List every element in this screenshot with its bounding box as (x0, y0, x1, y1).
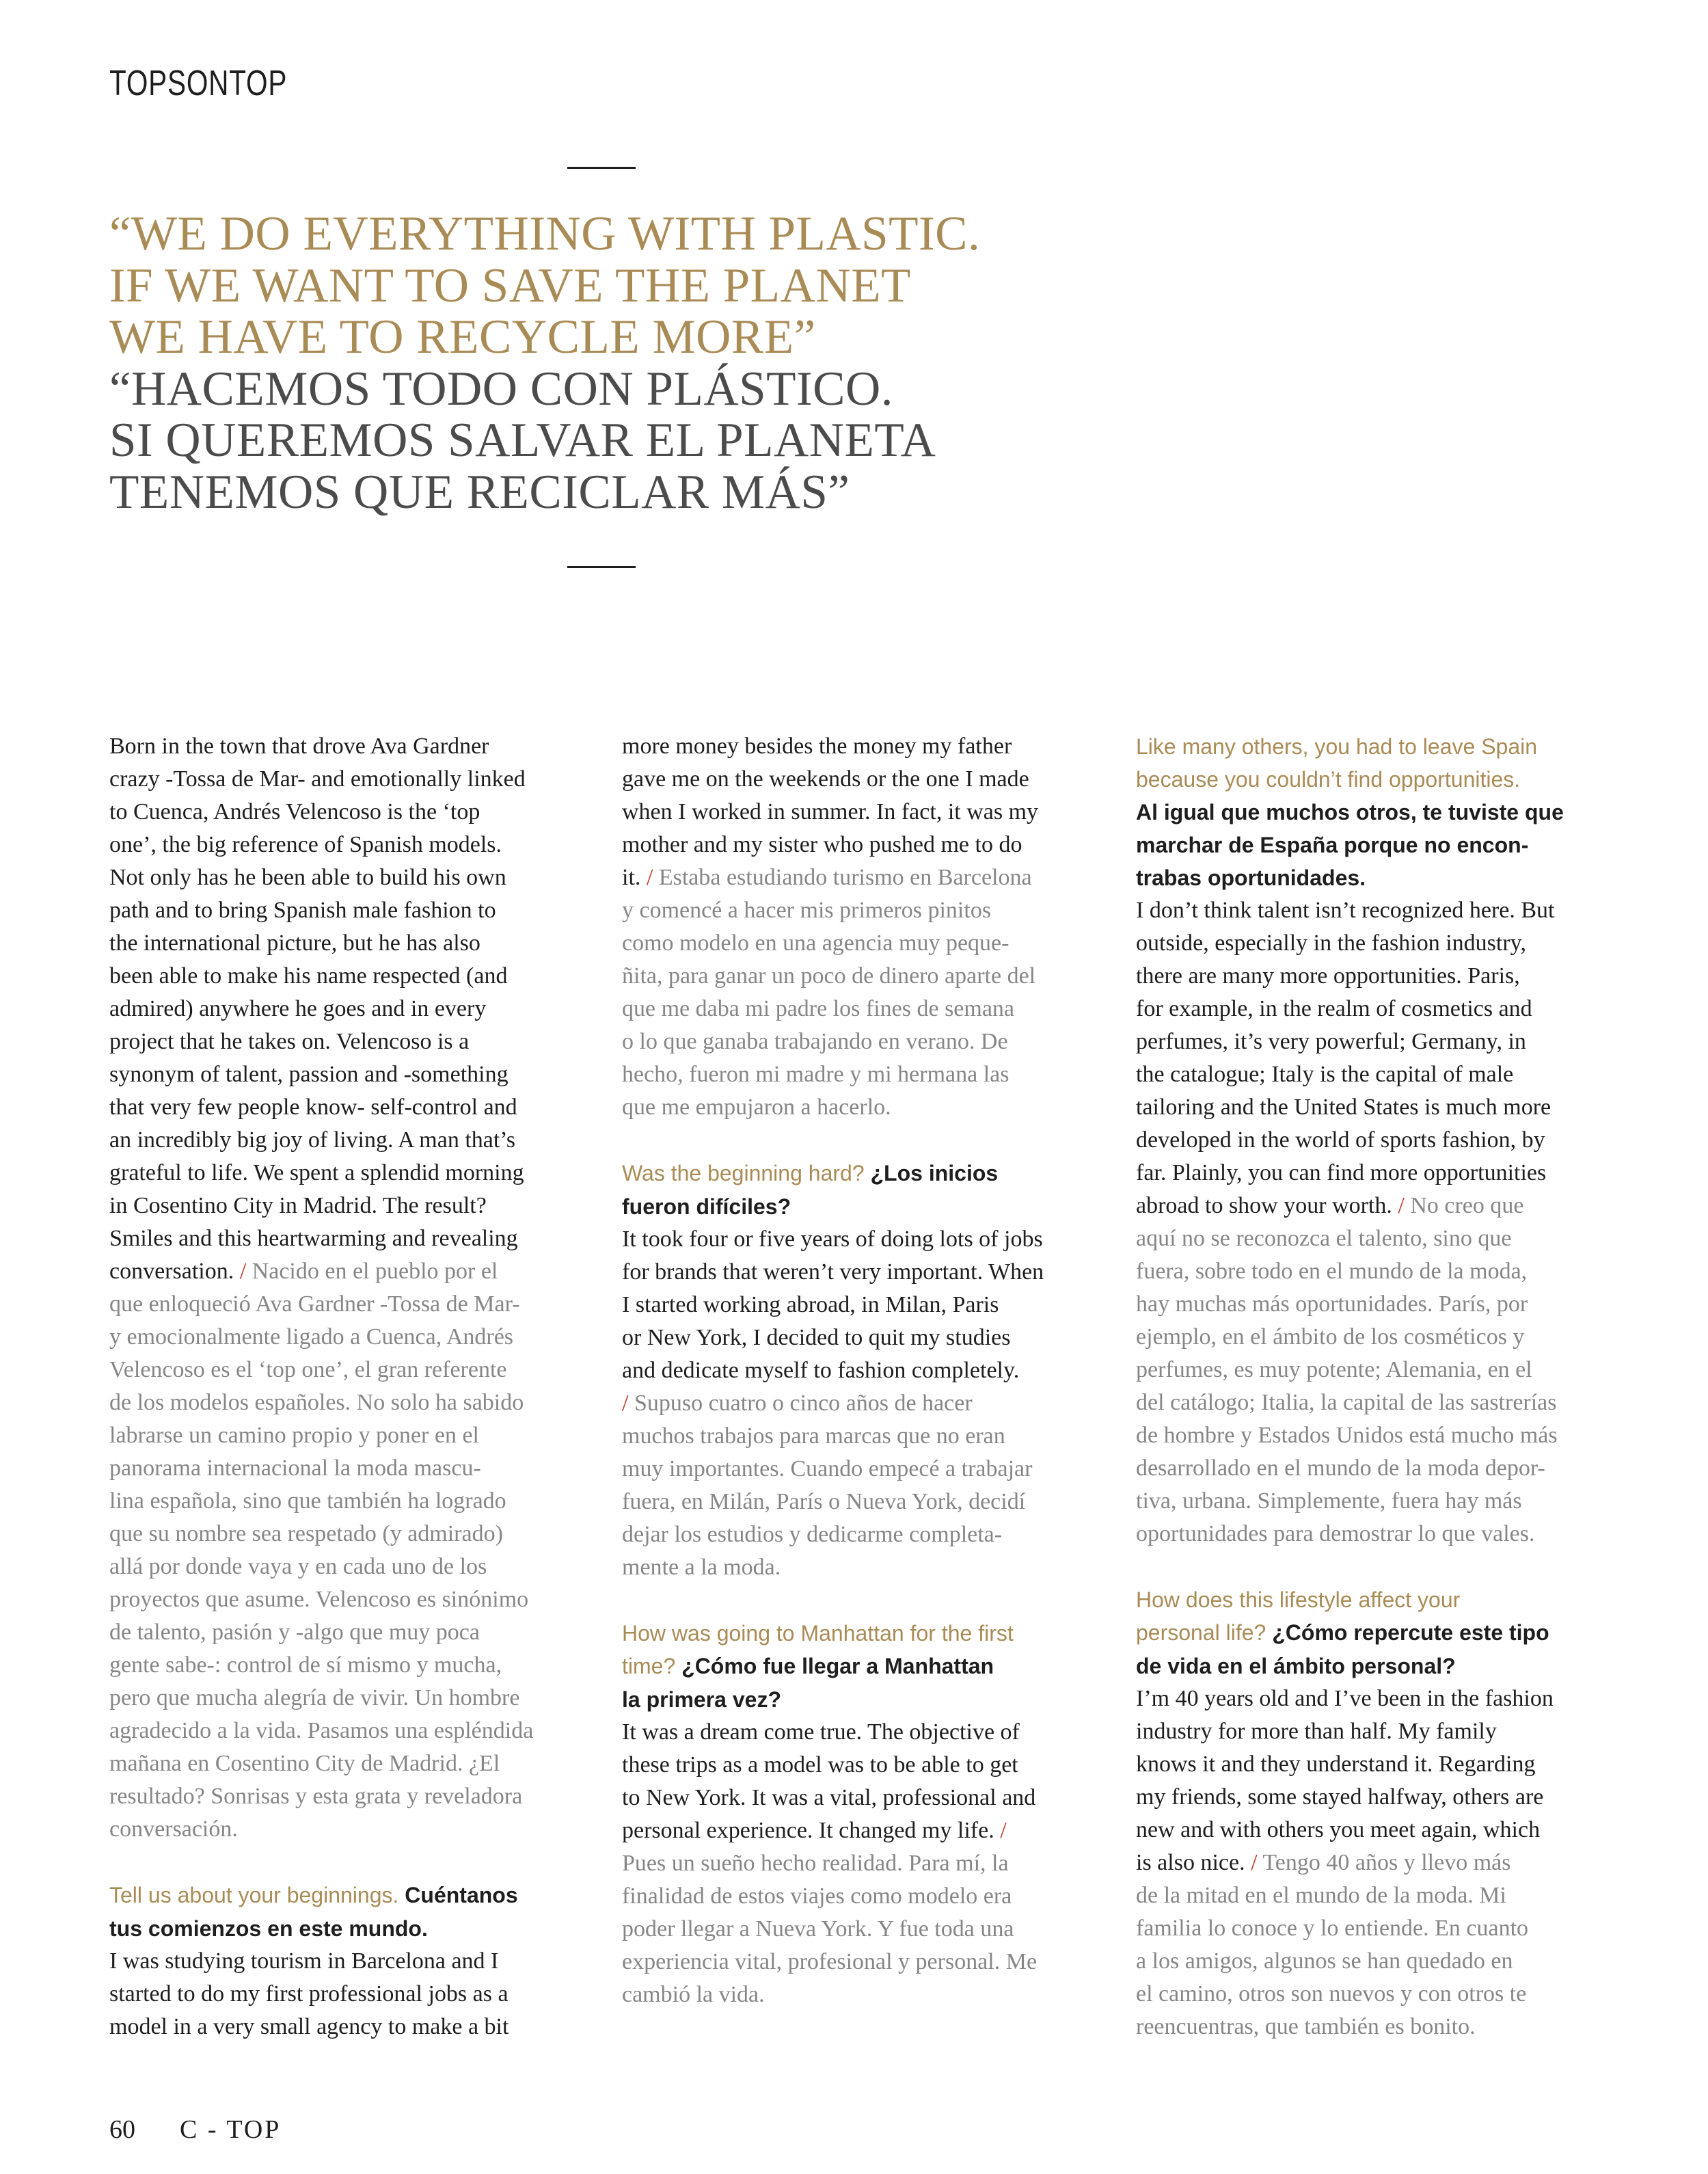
body-text: abroad to show your worth. (1136, 1193, 1392, 1218)
question-en: How does this lifestyle affect your (1136, 1587, 1461, 1612)
body-line: path and to bring Spanish male fashion to (109, 898, 496, 923)
body-line: or New York, I decided to quit my studies (622, 1325, 1011, 1350)
body-line: for example, in the realm of cosmetics and (1136, 996, 1532, 1021)
body-line-es: ejemplo, en el ámbito de los cosméticos y (1136, 1324, 1525, 1350)
article-column-2 (622, 730, 1107, 2011)
body-line-es: resultado? Sonrisas y esta grata y reveladora (109, 1784, 523, 1809)
body-line-es: cambió la vida. (622, 1982, 765, 2007)
article-column-3 (1136, 730, 1625, 2043)
body-line-es: mente a la moda. (622, 1555, 781, 1580)
body-line: knows it and they understand it. Regarding (1136, 1752, 1536, 1777)
body-line-es: muchos trabajos para marcas que no eran (622, 1423, 1005, 1449)
body-line: and dedicate myself to fashion completely. (622, 1358, 1020, 1383)
body-line-es: allá por donde vaya y en cada uno de los (109, 1554, 487, 1579)
body-line-es: fuera, en Milán, París o Nueva York, decidí (622, 1489, 1026, 1514)
body-line-es: que su nombre sea respetado (y admirado) (109, 1521, 503, 1546)
body-line: that very few people know- self-control and (109, 1095, 517, 1120)
body-line: Smiles and this heartwarming and revealing (109, 1226, 518, 1251)
body-line-es: dejar los estudios y dedicarme completa- (622, 1522, 1003, 1547)
article-column-1 (109, 730, 595, 2043)
body-line: grateful to life. We spent a splendid morning (109, 1160, 524, 1185)
body-text: personal experience. It changed my life. (622, 1818, 994, 1843)
body-text-es: Estaba estudiando turismo en Barcelona (653, 865, 1032, 890)
body-line-es: de talento, pasión y -algo que muy poca (109, 1620, 480, 1645)
body-line-es: Velencoso es el ‘top one’, el gran referente (109, 1357, 507, 1382)
body-line-es: fuera, sobre todo en el mundo de la moda, (1136, 1259, 1528, 1284)
quote-es-line: “HACEMOS TODO CON PLÁSTICO. (109, 362, 893, 416)
language-separator: / (1000, 1818, 1007, 1843)
section-label: TOPSONTOP (109, 64, 288, 103)
body-line-es: oportunidades para demostrar lo que vales. (1136, 1521, 1535, 1546)
body-line-es: poder llegar a Nueva York. Y fue toda una (622, 1916, 1014, 1942)
body-line: I don’t think talent isn’t recognized here. But (1136, 898, 1555, 923)
body-text-es: Tengo 40 años y llevo más (1257, 1850, 1511, 1875)
body-line: for brands that weren’t very important. When (622, 1259, 1044, 1285)
publication-name: C - TOP (180, 2115, 282, 2144)
body-line: in Cosentino City in Madrid. The result? (109, 1193, 487, 1218)
body-line: an incredibly big joy of living. A man that’s (109, 1127, 515, 1153)
question-es: marchar de España porque no encon- (1136, 833, 1529, 857)
body-line-es: familia lo conoce y lo entiende. En cuanto (1136, 1916, 1529, 1941)
body-line: more money besides the money my father (622, 734, 1012, 759)
body-line-es: y comencé a hacer mis primeros pinitos (622, 898, 992, 923)
question-en: time? (622, 1654, 676, 1678)
question-es: tus comienzos en este mundo. (109, 1916, 428, 1941)
body-line: It took four or five years of doing lots of jobs (622, 1226, 1043, 1252)
body-line-es: de los modelos españoles. No solo ha sabido (109, 1390, 524, 1415)
body-line (1136, 1190, 1625, 1222)
body-line (109, 1255, 595, 1288)
language-separator: / (646, 865, 653, 890)
body-line: these trips as a model was to be able to get (622, 1752, 1018, 1777)
body-line: tailoring and the United States is much more (1136, 1095, 1551, 1120)
question-line (1136, 1616, 1625, 1650)
body-line (622, 1814, 1107, 1847)
quote-es-line: SI QUEREMOS SALVAR EL PLANETA (109, 414, 936, 467)
body-line: synonym of talent, passion and -something (109, 1062, 509, 1087)
body-line: crazy -Tossa de Mar- and emotionally linked (109, 766, 526, 792)
question-es: ¿Cómo fue llegar a Manhattan (675, 1654, 994, 1678)
question-es: ¿Los inicios (864, 1161, 999, 1185)
body-line-es: experiencia vital, profesional y personal. Me (622, 1949, 1038, 1974)
body-line: the catalogue; Italy is the capital of male (1136, 1062, 1514, 1087)
paragraph-gap (109, 1846, 595, 1879)
body-line-es: mañana en Cosentino City de Madrid. ¿El (109, 1751, 500, 1776)
body-line: Not only has he been able to build his own (109, 865, 506, 890)
paragraph-gap (1136, 1551, 1625, 1583)
body-line-es: tiva, urbana. Simplemente, fuera hay más (1136, 1488, 1522, 1514)
body-text: is also nice. (1136, 1850, 1245, 1875)
page-number: 60 (109, 2115, 135, 2144)
body-text-es: Supuso cuatro o cinco años de hacer (628, 1391, 973, 1416)
body-line-es: el camino, otros son nuevos y con otros te (1136, 1981, 1527, 2007)
pull-quote (109, 209, 1203, 518)
body-line: project that he takes on. Velencoso is a (109, 1029, 470, 1054)
quote-en-line: WE HAVE TO RECYCLE MORE” (109, 310, 816, 364)
question-es: Cuéntanos (398, 1883, 518, 1907)
question-en: personal life? (1136, 1620, 1266, 1645)
body-line: my friends, some stayed halfway, others are (1136, 1784, 1544, 1810)
body-line-es: perfumes, es muy potente; Alemania, en el (1136, 1357, 1532, 1382)
body-line-es: finalidad de estos viajes como modelo era (622, 1883, 1012, 1909)
body-line: admired) anywhere he goes and in every (109, 996, 487, 1021)
body-line: I was studying tourism in Barcelona and I (109, 1948, 499, 1974)
question-en: because you couldn’t find opportunities. (1136, 767, 1521, 792)
body-line-es: labrarse un camino propio y poner en el (109, 1423, 479, 1448)
body-line-es: proyectos que asume. Velencoso es sinónimo (109, 1587, 529, 1612)
question-es: Al igual que muchos otros, te tuviste que (1136, 800, 1564, 824)
question-en: Like many others, you had to leave Spain (1136, 734, 1538, 759)
body-line: gave me on the weekends or the one I made (622, 766, 1029, 792)
body-line: perfumes, it’s very powerful; Germany, in (1136, 1029, 1526, 1054)
body-line-es: o lo que ganaba trabajando en verano. De (622, 1029, 1008, 1054)
body-line-es: desarrollado en el mundo de la moda depor- (1136, 1455, 1545, 1481)
body-line-es: pero que mucha alegría de vivir. Un hombre (109, 1685, 520, 1710)
body-line-es: que enloqueció Ava Gardner -Tossa de Mar- (109, 1291, 520, 1317)
body-line: far. Plainly, you can find more opportunities (1136, 1160, 1547, 1185)
question-es: de vida en el ámbito personal? (1136, 1654, 1456, 1678)
body-line-es: agradecido a la vida. Pasamos una espléndida (109, 1718, 534, 1743)
body-line-es: reencuentras, que también es bonito. (1136, 2014, 1476, 2039)
quote-en-line: IF WE WANT TO SAVE THE PLANET (109, 258, 911, 312)
language-separator: / (1251, 1850, 1258, 1875)
body-line: one’, the big reference of Spanish models. (109, 832, 502, 857)
body-line-es: que me empujaron a hacerlo. (622, 1095, 891, 1120)
question-line (622, 1157, 1107, 1190)
body-line: developed in the world of sports fashion, by (1136, 1127, 1545, 1153)
body-line-es: panorama internacional la moda mascu- (109, 1455, 481, 1481)
question-line (622, 1650, 1107, 1683)
body-line: I started working abroad, in Milan, Paris (622, 1292, 999, 1317)
body-text: conversation. (109, 1259, 234, 1284)
body-line-es: hecho, fueron mi madre y mi hermana las (622, 1062, 1009, 1087)
page-footer (109, 2115, 281, 2145)
body-line: there are many more opportunities. Paris, (1136, 963, 1520, 989)
body-text: it. (622, 865, 641, 890)
body-line (622, 1387, 1107, 1420)
body-line: mother and my sister who pushed me to do (622, 832, 1022, 857)
body-line: the international picture, but he has also (109, 930, 480, 956)
question-en: How was going to Manhattan for the first (622, 1621, 1014, 1646)
body-line-es: ñita, para ganar un poco de dinero aparte del (622, 963, 1036, 989)
body-line-es: conversación. (109, 1816, 238, 1842)
body-line-es: que me daba mi padre los fines de semana (622, 996, 1015, 1021)
question-es: fueron difíciles? (622, 1194, 791, 1219)
body-line-es: del catálogo; Italia, la capital de las sastrerías (1136, 1390, 1557, 1415)
quote-es-line: TENEMOS QUE RECICLAR MÁS” (109, 465, 850, 519)
body-line: new and with others you meet again, which (1136, 1817, 1541, 1842)
body-line: outside, especially in the fashion industry, (1136, 930, 1526, 956)
body-line-es: gente sabe-: control de sí mismo y mucha, (109, 1652, 502, 1678)
body-line-es: como modelo en una agencia muy peque- (622, 930, 1009, 956)
body-line-es: hay muchas más oportunidades. París, por (1136, 1291, 1528, 1317)
paragraph-gap (622, 1124, 1107, 1157)
body-line: industry for more than half. My family (1136, 1719, 1497, 1744)
body-line-es: Pues un sueño hecho realidad. Para mí, la (622, 1851, 1009, 1876)
body-line: to Cuenca, Andrés Velencoso is the ‘top (109, 799, 480, 824)
body-line: Born in the town that drove Ava Gardner (109, 734, 489, 759)
body-line-es: y emocionalmente ligado a Cuenca, Andrés (109, 1324, 514, 1350)
body-text-es: No creo que (1404, 1193, 1524, 1218)
body-line-es: a los amigos, algunos se han quedado en (1136, 1948, 1513, 1974)
body-line-es: lina española, sino que también ha logrado (109, 1488, 506, 1514)
question-es: ¿Cómo repercute este tipo (1266, 1620, 1549, 1645)
body-text-es: Nacido en el pueblo por el (246, 1259, 498, 1284)
body-line-es: de la mitad en el mundo de la moda. Mi (1136, 1883, 1506, 1908)
language-separator: / (622, 1391, 629, 1416)
question-es: trabas oportunidades. (1136, 865, 1366, 890)
body-line: I’m 40 years old and I’ve been in the fashion (1136, 1686, 1554, 1711)
bottom-divider (567, 566, 636, 568)
question-en: Tell us about your beginnings. (109, 1883, 399, 1907)
language-separator: / (239, 1259, 247, 1284)
question-line (109, 1879, 595, 1912)
body-line: model in a very small agency to make a bit (109, 2014, 509, 2039)
body-line: started to do my first professional jobs as a (109, 1981, 509, 2007)
body-line: to New York. It was a vital, professional and (622, 1785, 1036, 1810)
body-line-es: aquí no se reconozca el talento, sino que (1136, 1226, 1512, 1251)
paragraph-gap (622, 1584, 1107, 1617)
language-separator: / (1398, 1193, 1405, 1218)
question-en: Was the beginning hard? (622, 1161, 865, 1185)
question-es: la primera vez? (622, 1687, 781, 1712)
quote-en-line: “WE DO EVERYTHING WITH PLASTIC. (109, 207, 981, 260)
body-line (622, 861, 1107, 894)
body-line: been able to make his name respected (and (109, 963, 508, 989)
body-line: It was a dream come true. The objective of (622, 1719, 1020, 1745)
top-divider (567, 167, 636, 169)
body-line-es: de hombre y Estados Unidos está mucho más (1136, 1423, 1558, 1448)
body-line-es: muy importantes. Cuando empecé a trabajar (622, 1456, 1033, 1481)
body-line: when I worked in summer. In fact, it was my (622, 799, 1039, 824)
body-line (1136, 1847, 1625, 1879)
